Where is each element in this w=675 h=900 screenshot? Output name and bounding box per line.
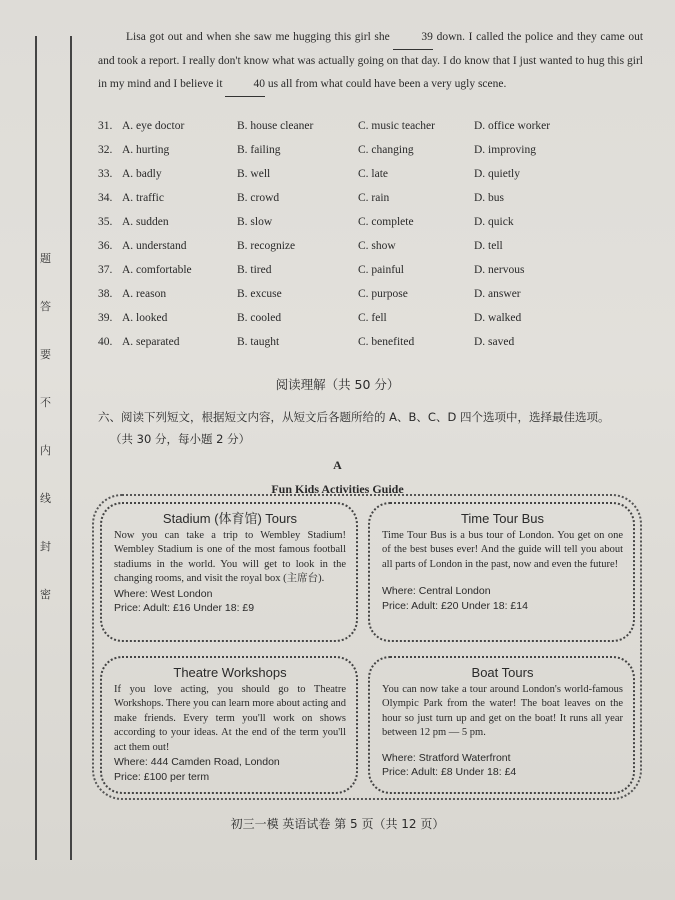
margin-label: 内: [40, 444, 51, 457]
option-a: A. reason: [122, 288, 167, 300]
card-price: Price: Adult: £20 Under 18: £14: [382, 599, 528, 612]
option-d: D. office worker: [474, 120, 551, 132]
option-d: D. walked: [474, 312, 522, 324]
option-c: C. show: [358, 240, 396, 252]
card-body: You can now take a tour around London's world-famous Olympic Park from the water! The boat leaves on the hour so just turn up and get on the boat! It runs all year between 12 pm — 5 pm.: [382, 683, 623, 738]
blank-40: 40: [225, 73, 265, 97]
option-c: C. complete: [358, 216, 414, 228]
instructions-line: 六、阅读下列短文，根据短文内容，从短文后各题所给的 A、B、C、D 四个选项中，选择最佳选项。: [98, 410, 610, 424]
option-c: C. late: [358, 168, 389, 180]
option-d: D. nervous: [474, 264, 525, 276]
card-price: Price: Adult: £8 Under 18: £4: [382, 766, 517, 778]
card-where: Where: Central London: [382, 585, 491, 597]
option-a: A. looked: [122, 312, 168, 324]
option-b: B. tired: [237, 264, 272, 276]
option-b: B. well: [237, 168, 271, 180]
question-number: 33.: [98, 168, 113, 180]
option-d: D. saved: [474, 336, 515, 348]
option-c: C. purpose: [358, 288, 408, 300]
section-title: 阅读理解（共 50 分）: [275, 377, 400, 392]
question-number: 39.: [98, 312, 113, 324]
choice-row: [98, 336, 643, 360]
option-a: A. understand: [122, 240, 187, 252]
page-footer: 初三一模 英语试卷 第 5 页（共 12 页）: [230, 817, 445, 831]
option-a: A. hurting: [122, 144, 170, 156]
margin-label: 封: [40, 540, 51, 553]
margin-label: 密: [40, 588, 51, 601]
question-number: 37.: [98, 264, 113, 276]
margin-label: 要: [40, 348, 51, 361]
cloze-choices: [98, 120, 643, 360]
option-c: C. rain: [358, 192, 390, 204]
option-c: C. fell: [358, 312, 387, 324]
margin-label: 不: [40, 396, 51, 409]
question-number: 36.: [98, 240, 113, 252]
card-title: Boat Tours: [471, 665, 534, 680]
option-a: A. badly: [122, 168, 162, 180]
card-title: Theatre Workshops: [173, 665, 287, 680]
choice-row: [98, 168, 643, 192]
card-price: Price: Adult: £16 Under 18: £9: [114, 602, 255, 614]
passage-text: us all from what could have been a very ugly scene.: [267, 78, 507, 90]
option-b: B. failing: [237, 144, 281, 156]
card-price: Price: £100 per term: [114, 770, 210, 783]
section-instructions: [98, 406, 653, 450]
option-b: B. slow: [237, 216, 273, 228]
question-number: 35.: [98, 216, 113, 228]
card-title: Stadium (体育馆) Tours: [162, 511, 298, 526]
option-a: A. traffic: [122, 192, 164, 204]
card-body: Now you can take a trip to Wembley Stadium! Wembley Stadium is one of the most famous football stadiums in the world. You will get to look in the changing rooms, and visit the royal box (主席台).: [114, 529, 346, 584]
option-c: C. painful: [358, 264, 404, 276]
choice-row: [98, 312, 643, 336]
blank-39: 39: [393, 26, 433, 50]
option-b: B. cooled: [237, 312, 282, 324]
option-c: C. benefited: [358, 336, 415, 348]
card-where: Where: 444 Camden Road, London: [114, 756, 280, 768]
card-body: If you love acting, you should go to Theatre Workshops. There you can learn more about acting and make friends. Every term you'll work on shows according to your ideas. At the end of the term you'll act them out!: [114, 683, 346, 753]
option-a: A. comfortable: [122, 264, 192, 276]
option-c: C. music teacher: [358, 120, 435, 132]
question-number: 31.: [98, 120, 113, 132]
passage-text: Lisa got out and when she saw me hugging this girl she: [126, 31, 390, 43]
passage-text: down. I called the police and they came out and took a report. I really don't know what was actually going on that day. I do know that I just wanted to hug this girl in my mind and I believe it: [98, 31, 644, 90]
question-number: 38.: [98, 288, 113, 300]
theatre-workshops-card: [100, 656, 358, 794]
option-d: D. bus: [474, 192, 505, 204]
guide-title: Fun Kids Activities Guide: [271, 482, 404, 496]
choice-row: [98, 192, 643, 216]
instructions-line: （共 30 分，每小题 2 分）: [110, 432, 251, 446]
choice-row: [98, 240, 643, 264]
choice-row: [98, 216, 643, 240]
option-a: A. eye doctor: [122, 120, 185, 132]
boat-tours-card: [368, 656, 635, 794]
choice-row: [98, 288, 643, 312]
option-b: B. taught: [237, 336, 280, 348]
option-d: D. quick: [474, 216, 514, 228]
option-d: D. quietly: [474, 168, 520, 180]
option-a: A. sudden: [122, 216, 169, 228]
margin-label: 线: [40, 492, 51, 505]
question-number: 40.: [98, 336, 113, 348]
option-b: B. house cleaner: [237, 120, 314, 132]
question-number: 32.: [98, 144, 113, 156]
cloze-passage-ending: [98, 26, 643, 97]
card-title: Time Tour Bus: [460, 511, 545, 526]
option-b: B. crowd: [237, 192, 280, 204]
option-d: D. tell: [474, 240, 503, 252]
card-where: Where: West London: [114, 587, 213, 600]
margin-label: 答: [40, 300, 51, 313]
card-body: Time Tour Bus is a bus tour of London. You get on one of the best buses ever! And the guide will tell you about all parts of London in the past, now and even the future!: [382, 529, 623, 570]
option-b: B. recognize: [237, 240, 296, 252]
option-d: D. answer: [474, 288, 521, 300]
option-a: A. separated: [122, 336, 180, 348]
stadium-tours-card: [100, 502, 358, 642]
choice-row: [98, 144, 643, 168]
choice-row: [98, 120, 643, 144]
binding-line-inner: [70, 36, 72, 860]
choice-row: [98, 264, 643, 288]
question-number: 34.: [98, 192, 113, 204]
margin-label: 题: [40, 252, 51, 265]
part-letter: A: [333, 458, 342, 472]
card-where: Where: Stratford Waterfront: [382, 751, 511, 764]
time-tour-bus-card: [368, 502, 635, 642]
option-c: C. changing: [358, 144, 414, 156]
binding-line-outer: [35, 36, 37, 860]
option-b: B. excuse: [237, 288, 282, 300]
option-d: D. improving: [474, 144, 536, 156]
